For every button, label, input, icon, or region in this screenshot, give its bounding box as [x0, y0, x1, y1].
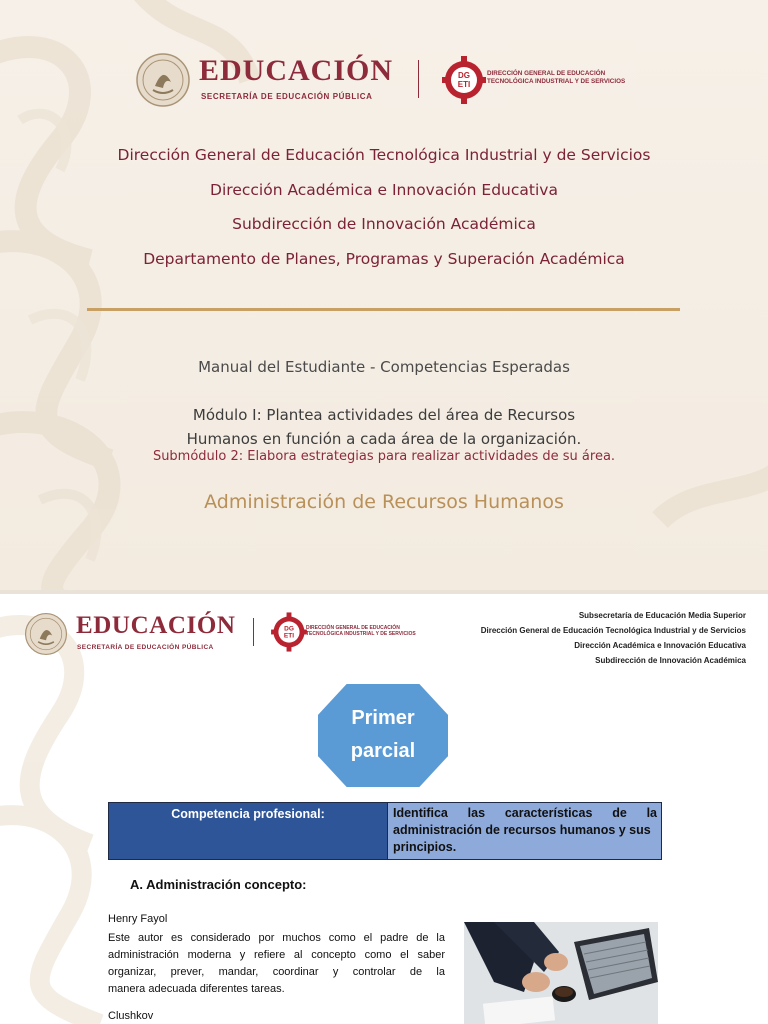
author-name: Henry Fayol: [108, 913, 168, 925]
module-title: [0, 403, 768, 451]
partial-badge-line: Primer: [351, 707, 415, 729]
svg-text:ETI: ETI: [457, 80, 471, 89]
competency-table: [108, 802, 662, 860]
direction-list: [0, 144, 768, 282]
submodule-title: Submódulo 2: Elabora estrategias para realizar actividades de su área.: [152, 449, 616, 464]
dgeti-caption-line: TECNOLÓGICA INDUSTRIAL Y DE SERVICIOS: [306, 631, 416, 637]
partial-badge-line: parcial: [350, 740, 416, 762]
national-seal-icon: [24, 612, 68, 656]
header-logos: [135, 52, 635, 112]
office-desk-photo: [464, 922, 658, 1024]
partial-badge-label: [318, 702, 448, 768]
svg-text:DG: DG: [284, 625, 294, 633]
gold-divider: [87, 308, 680, 311]
dgeti-caption-line: DIRECCIÓN GENERAL DE EDUCACIÓN: [306, 625, 400, 631]
description-line: manera adecuada diferentes tareas.: [108, 983, 285, 995]
brand-title: EDUCACIÓN: [199, 54, 394, 87]
direction-line: Subdirección de Innovación Académica: [232, 215, 536, 233]
direction-line: Dirección General de Educación Tecnológica Industrial y de Servicios: [117, 146, 651, 164]
institution-header: [481, 608, 746, 668]
content-page: [0, 594, 768, 1024]
dgeti-caption-line: DIRECCIÓN GENERAL DE EDUCACIÓN: [487, 70, 606, 77]
dgeti-gear-logo-icon: [441, 53, 487, 107]
competency-line: administración de recursos humanos y sus: [393, 823, 651, 837]
logo-divider: [418, 60, 419, 98]
subject-title: Administración de Recursos Humanos: [204, 491, 564, 513]
brand-subtitle: SECRETARÍA DE EDUCACIÓN PÚBLICA: [201, 92, 373, 101]
dgeti-caption: [487, 70, 647, 86]
competency-line: principios.: [393, 840, 457, 854]
manual-title: Manual del Estudiante - Competencias Esperadas: [198, 358, 570, 376]
competency-description: [387, 803, 661, 859]
direction-line: Dirección Académica e Innovación Educativa: [210, 180, 558, 199]
author-description: [108, 930, 445, 998]
national-seal-icon: [135, 52, 191, 108]
brand-title: EDUCACIÓN: [76, 612, 236, 639]
description-line: Este autor es considerado por muchos como el padre de la: [108, 932, 445, 944]
brand-subtitle: SECRETARÍA DE EDUCACIÓN PÚBLICA: [77, 644, 214, 651]
author-name: Clushkov: [108, 1010, 154, 1022]
institution-header-line: Subsecretaría de Educación Media Superior: [578, 611, 746, 620]
direction-line: Departamento de Planes, Programas y Superación Académica: [143, 249, 625, 268]
dgeti-caption: [306, 625, 426, 637]
competency-line: Identifica las características de la: [393, 806, 657, 820]
dgeti-caption-line: TECNOLÓGICA INDUSTRIAL Y DE SERVICIOS: [487, 78, 626, 85]
institution-header-line: Dirección Académica e Innovación Educativa: [574, 641, 746, 650]
module-title-line: Módulo I: Plantea actividades del área de Recursos: [192, 406, 576, 424]
description-line: administración moderna y refiere al concepto como el saber: [108, 949, 445, 961]
svg-text:DG: DG: [458, 71, 470, 80]
dgeti-gear-logo-icon: [270, 610, 308, 654]
description-line: organizar, prever, mandar, coordinar y controlar de la: [108, 966, 445, 978]
module-title-line: Humanos en función a cada área de la organización.: [186, 430, 582, 448]
institution-header-line: Subdirección de Innovación Académica: [595, 656, 746, 665]
institution-header-line: Dirección General de Educación Tecnológica Industrial y de Servicios: [480, 626, 746, 635]
svg-text:ETI: ETI: [283, 632, 295, 640]
competency-label: Competencia profesional:: [109, 803, 387, 859]
section-heading: A. Administración concepto:: [130, 877, 307, 892]
logo-divider: [253, 618, 254, 646]
